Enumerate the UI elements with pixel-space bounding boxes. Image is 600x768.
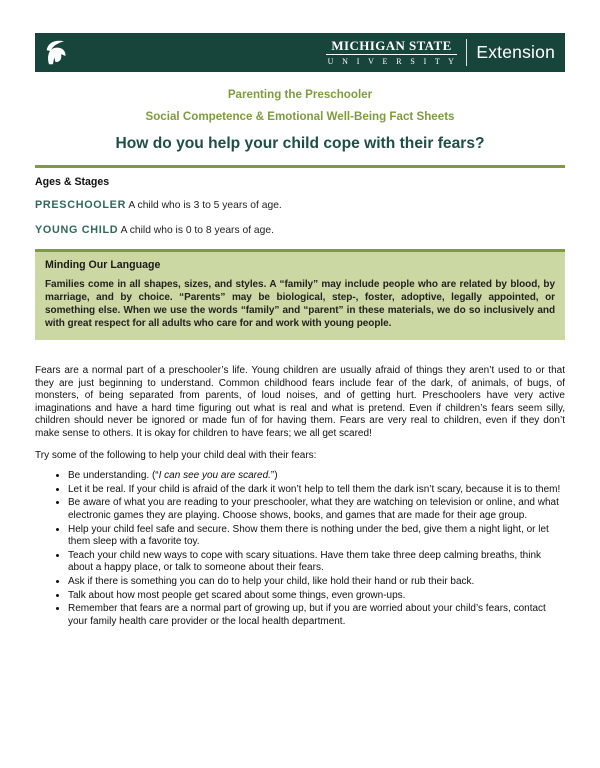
msu-header-bar (35, 33, 565, 72)
section-rule-top (35, 165, 565, 168)
page-title: How do you help your child cope with their fears? (115, 135, 485, 152)
list-item: • Teach your child new ways to cope with scary situations. Have them take three deep calming breaths, think about a happy place, or talk to someone about their fears. (68, 550, 565, 575)
minding-our-language-box (35, 249, 565, 340)
intro-paragraph: Fears are a normal part of a preschooler’s life. Young children are usually afraid of things they aren’t used to or that they are just beginning to understand. Common childhood fears include fear of the dark, of animals, of bugs, of monsters, of being separated from parents, of loud noises, and of getting hurt. Preschoolers have very active imaginations and have a hard time figuring out what is real and what is pretend. Even if children’s fears seem silly, children should never be ignored or made fun of for having them. Fears are very real to children, even if they don’t make sense to others. It is okay for children to have fears; we all get scared! (35, 365, 565, 439)
tip-text-prefix: Be understanding. (“ (68, 470, 159, 482)
tip-quote-italic: I can see you are scared. (158, 470, 271, 482)
tip-text-suffix: ”) (270, 470, 278, 482)
ages-stages-section (35, 176, 565, 236)
age-term: YOUNG CHILD (35, 224, 119, 236)
msu-wordmark (326, 39, 555, 66)
msu-wordmark-line1: MICHIGAN STATE (326, 39, 458, 55)
age-definition-young-child (35, 224, 565, 236)
list-item: • Be aware of what you are reading to your preschooler, what they are watching on television or online, and what electronic games they are playing. Choose shows, books, and games that are made for their age group. (68, 497, 565, 522)
list-item: • Remember that fears are a normal part of growing up, but if you are worried about your child’s fears, contact your family health care provider or the local health department. (68, 603, 565, 628)
age-definition-text: A child who is 3 to 5 years of age. (128, 200, 282, 211)
minding-body-text: Families come in all shapes, sizes, and styles. A “family” may include people who are related by blood, by marriage, and by choice. “Parents” may be biological, step-, foster, adoptive, legally appointed, or something else. When we use the words “family” and “parent” in these materials, we do so inclusively and with great respect for all adults who care for and work with young people. (45, 279, 555, 329)
tips-lead-line: Try some of the following to help your child deal with their fears: (35, 449, 317, 461)
age-definition-preschooler (35, 199, 565, 211)
list-item: • Ask if there is something you can do to help your child, like hold their hand or rub their back. (68, 576, 565, 589)
age-definition-text: A child who is 0 to 8 years of age. (120, 225, 274, 236)
list-item (68, 470, 565, 483)
series-title: Parenting the Preschooler (227, 88, 373, 101)
extension-label: Extension (476, 42, 555, 62)
ages-stages-heading: Ages & Stages (35, 176, 110, 188)
header-divider (466, 39, 467, 66)
minding-heading: Minding Our Language (45, 259, 161, 271)
list-item: • Help your child feel safe and secure. Show them there is nothing under the bed, give them a night light, or let them sleep with a favorite toy. (68, 524, 565, 549)
msu-wordmark-line2: U N I V E R S I T Y (327, 56, 458, 66)
age-term: PRESCHOOLER (35, 199, 127, 211)
msu-spartan-helmet-icon (42, 38, 72, 68)
subseries-title: Social Competence & Emotional Well-Being Fact Sheets (145, 110, 455, 123)
msu-university-lockup (326, 39, 458, 66)
tips-list (35, 470, 565, 628)
list-item: • Let it be real. If your child is afraid of the dark it won’t help to tell them the dark isn’t scary, because it is to them! (68, 484, 565, 497)
list-item: • Talk about how most people get scared about some things, even grown-ups. (68, 590, 565, 603)
